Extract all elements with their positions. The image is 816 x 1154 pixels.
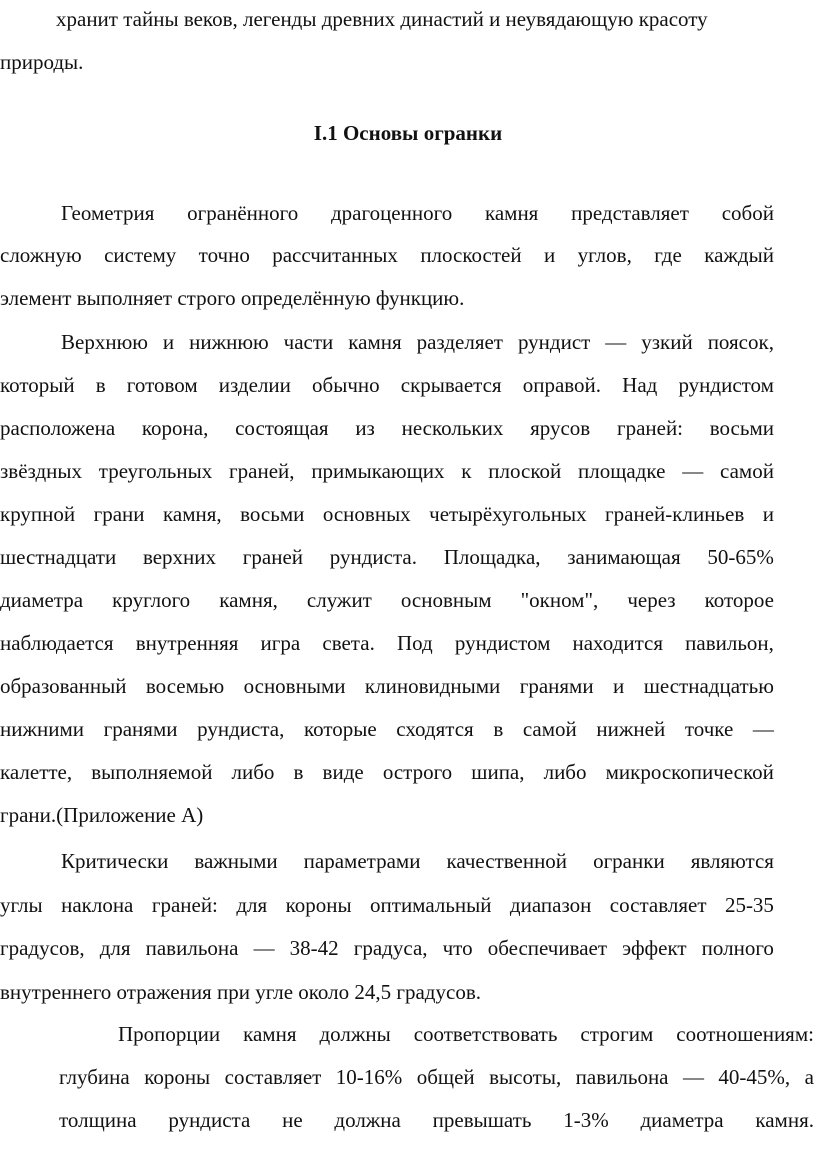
word: рундист bbox=[517, 330, 591, 354]
word: Над bbox=[622, 373, 658, 397]
word: в bbox=[493, 717, 504, 741]
word: рундиста bbox=[168, 1108, 251, 1132]
word: драгоценного bbox=[330, 201, 453, 225]
word: расположена bbox=[0, 416, 116, 440]
word: самой bbox=[522, 717, 577, 741]
paragraph-2-line-9 bbox=[0, 674, 774, 698]
word: камня bbox=[348, 330, 402, 354]
word: огранённого bbox=[187, 201, 299, 225]
word: точке bbox=[684, 717, 734, 741]
word: оправой. bbox=[522, 373, 602, 397]
word: точно bbox=[198, 243, 250, 267]
word: граней-клиньев bbox=[605, 502, 745, 526]
paragraph-1-line-1 bbox=[61, 201, 774, 225]
word: нижней bbox=[596, 717, 666, 741]
word: из bbox=[355, 416, 375, 440]
word: короны bbox=[285, 893, 352, 917]
word: представляет bbox=[571, 201, 689, 225]
word: выполняемой bbox=[91, 760, 213, 784]
paragraph-2-line-4 bbox=[0, 459, 774, 483]
word: Пропорции bbox=[118, 1022, 221, 1046]
word: 38-42 bbox=[289, 936, 339, 960]
word: в bbox=[293, 760, 304, 784]
word: через bbox=[627, 588, 676, 612]
paragraph-2-line-1 bbox=[61, 330, 774, 354]
word: площадке bbox=[578, 459, 666, 483]
word: не bbox=[282, 1108, 303, 1132]
word: камня, bbox=[219, 588, 278, 612]
word: наклона bbox=[61, 893, 134, 917]
paragraph-3-line-3 bbox=[0, 936, 774, 960]
word: 50-65% bbox=[707, 545, 774, 569]
word: где bbox=[654, 243, 682, 267]
word: плоской bbox=[488, 459, 562, 483]
word: общей bbox=[416, 1065, 475, 1089]
word: граней: bbox=[151, 893, 218, 917]
word: ярусов bbox=[530, 416, 591, 440]
paragraph-2-line-5 bbox=[0, 502, 774, 526]
word: эффект bbox=[622, 936, 687, 960]
word: углы bbox=[0, 893, 43, 917]
paragraph-4-line-1 bbox=[118, 1022, 814, 1046]
word: а bbox=[804, 1065, 814, 1089]
word: рундистом bbox=[678, 373, 774, 397]
word: нижними bbox=[0, 717, 84, 741]
paragraph-1-line-3: элемент выполняет строго определённую функцию. bbox=[0, 286, 465, 310]
section-heading: I.1 Основы огранки bbox=[313, 121, 503, 145]
word: обычно bbox=[312, 373, 380, 397]
paragraph-2-line-12: грани.(Приложение А) bbox=[0, 803, 204, 827]
word: клиновидными bbox=[364, 674, 501, 698]
word: Верхнюю bbox=[61, 330, 148, 354]
word: внутренняя bbox=[135, 631, 239, 655]
word: оптимальный bbox=[370, 893, 492, 917]
word: 10-16% bbox=[335, 1065, 403, 1089]
word: огранки bbox=[593, 849, 665, 873]
word: параметрами bbox=[303, 849, 421, 873]
word: — bbox=[752, 717, 774, 741]
word: поясок, bbox=[707, 330, 774, 354]
paragraph-3-line-2 bbox=[0, 893, 774, 917]
word: либо bbox=[543, 760, 587, 784]
word: примыкающих bbox=[311, 459, 445, 483]
word: глубина bbox=[59, 1065, 130, 1089]
word: Геометрия bbox=[61, 201, 155, 225]
paragraph-4-line-3 bbox=[59, 1108, 814, 1132]
word: систему bbox=[104, 243, 177, 267]
word: составляет bbox=[609, 893, 707, 917]
word: соотношениям: bbox=[676, 1022, 814, 1046]
word: превышать bbox=[432, 1108, 532, 1132]
word: звёздных bbox=[0, 459, 82, 483]
word: качественной bbox=[446, 849, 568, 873]
word: самой bbox=[720, 459, 774, 483]
word: важными bbox=[194, 849, 278, 873]
word: гранями bbox=[103, 717, 178, 741]
word: павильона bbox=[575, 1065, 669, 1089]
word: камня bbox=[484, 201, 539, 225]
word: крупной bbox=[0, 502, 76, 526]
word: для bbox=[236, 893, 268, 917]
word: Под bbox=[396, 631, 433, 655]
word: диапазон bbox=[509, 893, 592, 917]
word: находится bbox=[572, 631, 663, 655]
word: к bbox=[461, 459, 472, 483]
word: соответствовать bbox=[413, 1022, 558, 1046]
word: которое bbox=[704, 588, 774, 612]
word: — bbox=[682, 1065, 704, 1089]
word: — bbox=[605, 330, 627, 354]
word: 25-35 bbox=[724, 893, 774, 917]
paragraph-4-line-2 bbox=[59, 1065, 814, 1089]
paragraph-2-line-3 bbox=[0, 416, 774, 440]
word: составляет bbox=[224, 1065, 322, 1089]
word: 1-3% bbox=[563, 1108, 609, 1132]
word: калетте, bbox=[0, 760, 73, 784]
text-line-2: природы. bbox=[0, 50, 84, 74]
paragraph-3-line-4: внутреннего отражения при угле около 24,5 градусов. bbox=[0, 980, 481, 1004]
word: диаметра bbox=[640, 1108, 724, 1132]
word: толщина bbox=[59, 1108, 137, 1132]
word: — bbox=[253, 936, 275, 960]
word: строгим bbox=[580, 1022, 654, 1046]
word: — bbox=[682, 459, 704, 483]
word: короны bbox=[144, 1065, 211, 1089]
word: занимающая bbox=[567, 545, 681, 569]
word: разделяет bbox=[416, 330, 503, 354]
word: четырёхугольных bbox=[429, 502, 587, 526]
word: части bbox=[283, 330, 334, 354]
word: виде bbox=[322, 760, 364, 784]
word: основным bbox=[400, 588, 492, 612]
word: рундистом bbox=[454, 631, 551, 655]
paragraph-2-line-8 bbox=[0, 631, 774, 655]
word: граней, bbox=[229, 459, 295, 483]
word: градусов, bbox=[0, 936, 85, 960]
word: рундиста. bbox=[329, 545, 417, 569]
word: являются bbox=[690, 849, 774, 873]
word: углов, bbox=[577, 243, 632, 267]
word: треугольных bbox=[98, 459, 213, 483]
word: Критически bbox=[61, 849, 169, 873]
word: восьми bbox=[709, 416, 774, 440]
word: грани bbox=[93, 502, 145, 526]
word: и bbox=[613, 674, 625, 698]
word: и bbox=[543, 243, 556, 267]
word: камня. bbox=[755, 1108, 814, 1132]
paragraph-1-line-2 bbox=[0, 243, 774, 267]
word: который bbox=[0, 373, 75, 397]
word: и bbox=[762, 502, 774, 526]
word: острого bbox=[382, 760, 453, 784]
word: обеспечивает bbox=[487, 936, 608, 960]
word: высоты, bbox=[489, 1065, 562, 1089]
word: диаметра bbox=[0, 588, 84, 612]
word: что bbox=[442, 936, 473, 960]
text-line-1: хранит тайны веков, легенды древних династий и неувядающую красоту bbox=[56, 7, 708, 31]
word: либо bbox=[231, 760, 275, 784]
word: готовом bbox=[126, 373, 198, 397]
word: камня bbox=[243, 1022, 297, 1046]
word: состоящая bbox=[235, 416, 329, 440]
word: образованный bbox=[0, 674, 127, 698]
word: градуса, bbox=[353, 936, 428, 960]
word: сложную bbox=[0, 243, 82, 267]
word: рассчитанных bbox=[272, 243, 398, 267]
word: Площадка, bbox=[443, 545, 541, 569]
word: нижнюю bbox=[189, 330, 269, 354]
word: игра bbox=[260, 631, 301, 655]
word: плоскостей bbox=[420, 243, 522, 267]
paragraph-2-line-10 bbox=[0, 717, 774, 741]
word: корона, bbox=[141, 416, 209, 440]
word: узкий bbox=[641, 330, 693, 354]
word: служит bbox=[306, 588, 372, 612]
word: шипа, bbox=[471, 760, 525, 784]
word: граней: bbox=[616, 416, 684, 440]
word: шестнадцатью bbox=[643, 674, 774, 698]
word: основными bbox=[243, 674, 346, 698]
word: восьми bbox=[240, 502, 305, 526]
word: которые bbox=[303, 717, 377, 741]
word: 40-45%, bbox=[718, 1065, 791, 1089]
word: наблюдается bbox=[0, 631, 114, 655]
paragraph-2-line-7 bbox=[0, 588, 774, 612]
word: рундиста, bbox=[197, 717, 285, 741]
word: должны bbox=[319, 1022, 391, 1046]
word: сходятся bbox=[396, 717, 474, 741]
word: нескольких bbox=[401, 416, 504, 440]
word: каждый bbox=[704, 243, 774, 267]
paragraph-2-line-11 bbox=[0, 760, 774, 784]
paragraph-2-line-6 bbox=[0, 545, 774, 569]
word: света. bbox=[322, 631, 375, 655]
word: камня, bbox=[163, 502, 222, 526]
word: полного bbox=[701, 936, 774, 960]
word: круглого bbox=[112, 588, 191, 612]
word: основных bbox=[322, 502, 411, 526]
word: верхних bbox=[142, 545, 217, 569]
word: граней bbox=[242, 545, 304, 569]
word: для bbox=[99, 936, 131, 960]
word: павильон, bbox=[685, 631, 774, 655]
word: изделии bbox=[218, 373, 291, 397]
word: "окном", bbox=[520, 588, 599, 612]
word: гранями bbox=[519, 674, 594, 698]
paragraph-2-line-2 bbox=[0, 373, 774, 397]
word: должна bbox=[334, 1108, 401, 1132]
word: микроскопической bbox=[605, 760, 774, 784]
word: собой bbox=[721, 201, 774, 225]
word: восемью bbox=[145, 674, 225, 698]
paragraph-3-line-1 bbox=[61, 849, 774, 873]
word: в bbox=[95, 373, 106, 397]
word: скрывается bbox=[400, 373, 502, 397]
word: и bbox=[162, 330, 175, 354]
word: шестнадцати bbox=[0, 545, 117, 569]
word: павильона bbox=[145, 936, 239, 960]
